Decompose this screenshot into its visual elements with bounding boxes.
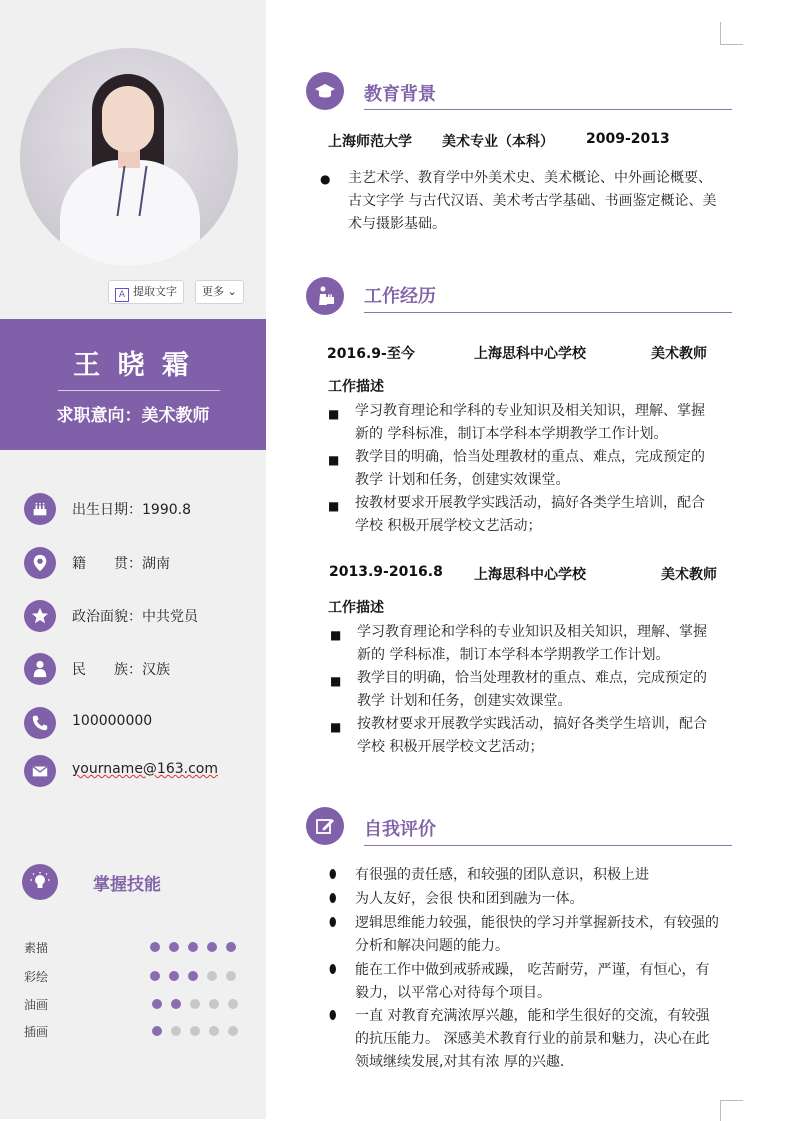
job-2-period: 2013.9-2016.8 <box>329 564 443 580</box>
work-divider <box>364 312 732 313</box>
person-icon <box>24 653 56 685</box>
skill-level-dot <box>152 1026 162 1036</box>
evaluation-divider <box>364 845 732 846</box>
skill-level-dot <box>190 1026 200 1036</box>
job-1-duty-2: 教学目的明确，恰当处理教材的重点、难点，完成预定的教学 计划和任务，创建实效课堂。 <box>355 449 705 488</box>
name-divider <box>58 390 220 391</box>
drop-bullet: ⬮ <box>329 867 337 881</box>
skill-level-dot <box>188 942 198 952</box>
star-icon <box>24 600 56 632</box>
skill-name: 油画 <box>24 998 49 1012</box>
job-2-company: 上海思科中心学校 <box>474 567 586 583</box>
job-1-period: 2016.9-至今 <box>327 346 415 362</box>
skill-level-dot <box>169 942 179 952</box>
skill-level-dot <box>228 1026 238 1036</box>
education-courses: 主艺术学、教育学中外美术史、美术概论、中外画论概要、古文字学 与古代汉语、美术考古学基础、书画鉴定概论、美术与摄影基础。 <box>348 170 717 232</box>
skill-level-dot <box>169 971 179 981</box>
more-button[interactable] <box>195 280 244 304</box>
education-divider <box>364 109 732 110</box>
text-recognition-icon: A <box>115 288 129 302</box>
skill-row <box>24 939 244 955</box>
skill-name: 插画 <box>24 1025 49 1039</box>
square-bullet: ■ <box>328 407 340 421</box>
drop-bullet: ⬮ <box>329 1008 337 1022</box>
phone-icon <box>24 707 56 739</box>
skill-level-dot <box>209 999 219 1009</box>
education-major: 美术专业（本科） <box>442 134 554 150</box>
work-title: 工作经历 <box>364 286 436 307</box>
photo-face <box>102 86 154 152</box>
info-email-text: yourname@163.com <box>72 761 219 777</box>
page-corner-mark <box>720 1100 743 1121</box>
job-2-desc-label: 工作描述 <box>328 600 384 616</box>
drop-bullet: ⬮ <box>329 915 337 929</box>
bullet-dot: ● <box>320 172 331 186</box>
skill-level-dot <box>209 1026 219 1036</box>
job-intent: 求职意向：美术教师 <box>56 406 210 426</box>
square-bullet: ■ <box>328 499 340 513</box>
job-2-duty-3: 按教材要求开展教学实践活动，搞好各类学生培训，配合学校 积极开展学校文艺活动； <box>357 716 707 755</box>
info-origin-text: 籍 贯：湖南 <box>72 556 170 572</box>
square-bullet: ■ <box>330 628 342 642</box>
skill-row <box>24 1023 244 1039</box>
mail-icon <box>24 755 56 787</box>
skill-level-dot <box>226 971 236 981</box>
skill-row <box>24 996 244 1012</box>
extract-text-label: 提取文字 <box>133 285 177 298</box>
profile-photo <box>20 48 238 266</box>
graduation-cap-icon <box>306 72 344 110</box>
skill-level-dot <box>150 942 160 952</box>
skill-level-dot <box>150 971 160 981</box>
skill-level-dot <box>207 942 217 952</box>
job-2-duty-2: 教学目的明确，恰当处理教材的重点、难点，完成预定的教学 计划和任务，创建实效课堂。 <box>357 670 707 709</box>
job-1-company: 上海思科中心学校 <box>474 346 586 362</box>
page-corner-mark <box>720 22 743 45</box>
edit-icon <box>306 807 344 845</box>
info-birthdate-text: 出生日期：1990.8 <box>72 502 191 518</box>
evaluation-item-3: 逻辑思维能力较强，能很快的学习并掌握新技术，有较强的分析和解决问题的能力。 <box>355 915 719 954</box>
education-school: 上海师范大学 <box>328 134 412 150</box>
education-period: 2009-2013 <box>586 131 670 147</box>
extract-text-button[interactable] <box>108 280 184 304</box>
drop-bullet: ⬮ <box>329 962 337 976</box>
evaluation-item-4: 能在工作中做到戒骄戒躁， 吃苦耐劳，严谨，有恒心，有毅力，以平常心对待每个项目。 <box>355 962 710 1001</box>
skill-level-dot <box>171 1026 181 1036</box>
evaluation-item-2: 为人友好，会很 快和团到融为一体。 <box>355 891 584 907</box>
job-2-position: 美术教师 <box>661 567 717 583</box>
lightbulb-icon <box>22 864 58 900</box>
job-2-duty-1: 学习教育理论和学科的专业知识及相关知识，理解、掌握新的 学科标准，制订本学科本学期教学工作计划。 <box>357 624 707 663</box>
skill-level-dot <box>171 999 181 1009</box>
square-bullet: ■ <box>330 720 342 734</box>
skill-level-dot <box>190 999 200 1009</box>
evaluation-title: 自我评价 <box>364 819 436 840</box>
education-title: 教育背景 <box>364 84 436 105</box>
info-phone-text: 100000000 <box>72 713 153 729</box>
info-political-text: 政治面貌：中共党员 <box>72 609 198 625</box>
job-1-desc-label: 工作描述 <box>328 379 384 395</box>
info-ethnicity-text: 民 族：汉族 <box>72 662 170 678</box>
job-1-duty-3: 按教材要求开展教学实践活动，搞好各类学生培训，配合学校 积极开展学校文艺活动； <box>355 495 705 534</box>
evaluation-item-1: 有很强的责任感，和较强的团队意识，积极上进 <box>355 867 649 883</box>
skill-name: 彩绘 <box>24 970 49 984</box>
briefcase-person-icon <box>306 277 344 315</box>
skill-name: 素描 <box>24 941 49 955</box>
skill-row <box>24 968 244 984</box>
job-1-duty-1: 学习教育理论和学科的专业知识及相关知识，理解、掌握新的 学科标准，制订本学科本学期教学工作计划。 <box>355 403 705 442</box>
skills-title: 掌握技能 <box>93 875 161 895</box>
skill-level-dot <box>152 999 162 1009</box>
skill-level-dot <box>188 971 198 981</box>
location-pin-icon <box>24 547 56 579</box>
square-bullet: ■ <box>328 453 340 467</box>
name-panel <box>0 319 266 450</box>
candidate-name: 王 晓 霜 <box>73 350 193 381</box>
cake-icon <box>24 493 56 525</box>
evaluation-item-5: 一直 对教育充满浓厚兴趣，能和学生很好的交流，有较强的抗压能力。 深感美术教育行业的前景和魅力，决心在此领域继续发展,对其有浓 厚的兴趣. <box>355 1008 710 1070</box>
drop-bullet: ⬮ <box>329 891 337 905</box>
job-1-position: 美术教师 <box>651 346 707 362</box>
more-label: 更多 ⌄ <box>202 285 237 298</box>
square-bullet: ■ <box>330 674 342 688</box>
skill-level-dot <box>228 999 238 1009</box>
skill-level-dot <box>226 942 236 952</box>
skill-level-dot <box>207 971 217 981</box>
